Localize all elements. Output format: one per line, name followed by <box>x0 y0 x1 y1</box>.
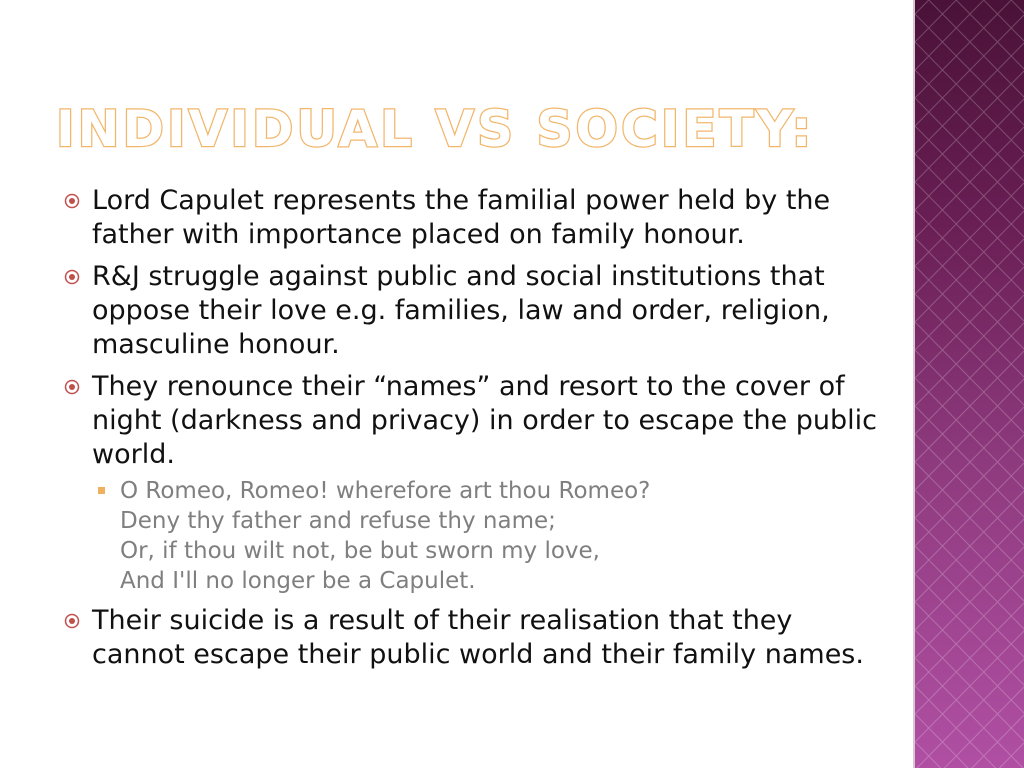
bullet-item <box>62 260 882 362</box>
slide-body <box>62 184 882 680</box>
quote-line: And I'll no longer be a Capulet. <box>120 568 476 594</box>
slide-title: INDIVIDUAL VS SOCIETY: <box>56 100 815 158</box>
quote-line: Deny thy father and refuse thy name; <box>120 508 556 534</box>
quote-line: O Romeo, Romeo! wherefore art thou Romeo? <box>120 478 651 504</box>
bullet-item <box>62 604 882 672</box>
bullet-text: Lord Capulet represents the familial power held by the father with importance placed on family honour. <box>92 185 831 250</box>
decorative-side-band <box>913 0 1024 768</box>
bullet-text: R&J struggle against public and social institutions that oppose their love e.g. families, law and order, religion, masculine honour. <box>92 261 830 360</box>
sub-bullet-list <box>92 476 882 596</box>
quote-item <box>92 476 882 596</box>
target-circle-icon <box>64 379 80 395</box>
target-circle-icon <box>64 193 80 209</box>
diamond-pattern-icon <box>915 0 1024 768</box>
bullet-text: Their suicide is a result of their realisation that they cannot escape their public world and their family names. <box>92 605 864 670</box>
target-circle-icon <box>64 613 80 629</box>
bullet-list <box>62 184 882 672</box>
bullet-item <box>62 370 882 596</box>
bullet-text: They renounce their “names” and resort to the cover of night (darkness and privacy) in order to escape the public world. <box>92 371 878 470</box>
square-icon <box>98 487 105 494</box>
quote-line: Or, if thou wilt not, be but sworn my love, <box>120 538 600 564</box>
bullet-item <box>62 184 882 252</box>
target-circle-icon <box>64 269 80 285</box>
